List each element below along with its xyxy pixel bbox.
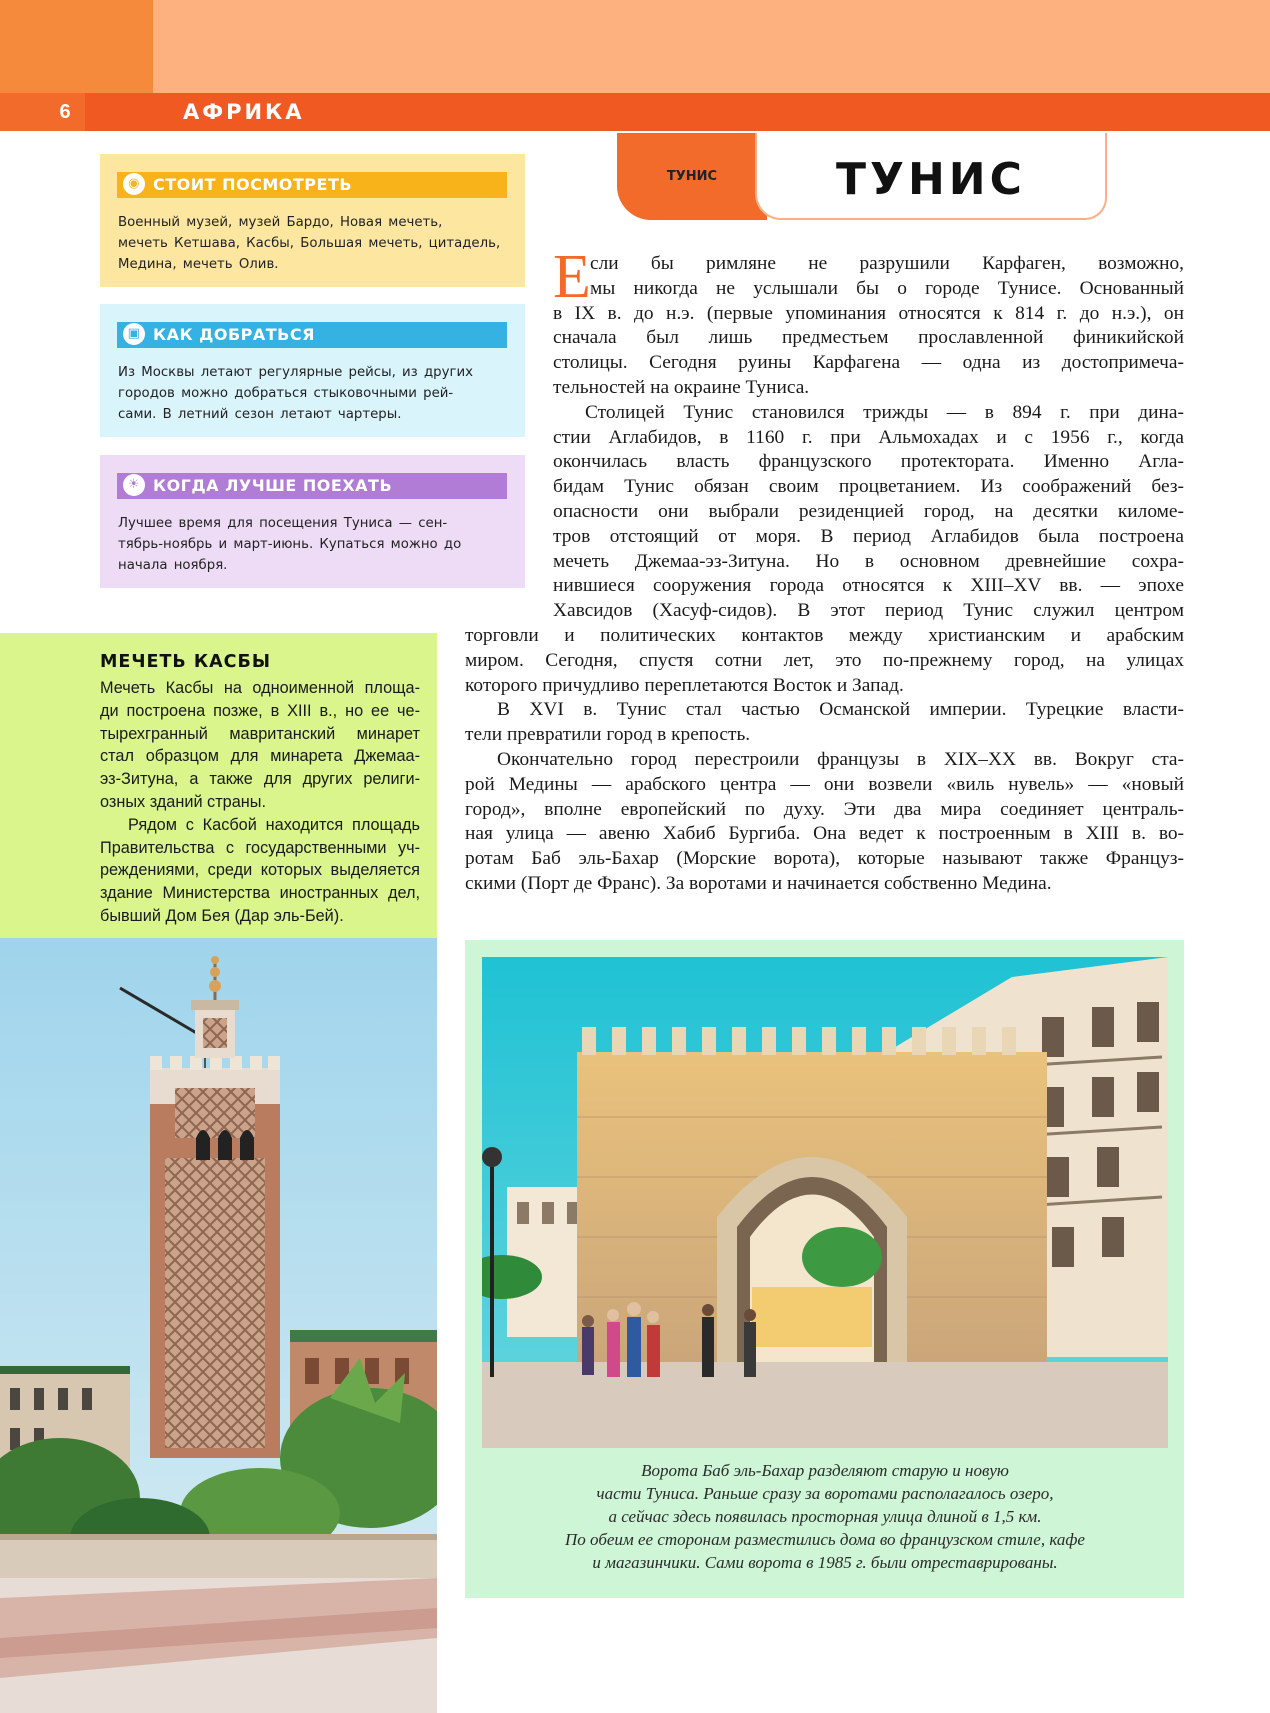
article-line: сли бы римляне не разрушили Карфаген, возможно,	[590, 253, 1184, 274]
gate-caption	[482, 1459, 1168, 1574]
info-box-title: КАК ДОБРАТЬСЯ	[153, 325, 315, 344]
article-line: тели превратили город в крепость.	[465, 724, 751, 746]
caption-line: а сейчас здесь появилась просторная улица длиной в 1,5 км.	[608, 1507, 1042, 1526]
mosque-photo	[0, 938, 437, 1713]
article-line: торговли и политических контактов между христианским и арабским	[465, 625, 1184, 646]
info-box-season	[100, 455, 525, 588]
article-line: В XVI в. Тунис стал частью Османской империи. Турецкие власти-	[497, 699, 1184, 721]
info-box-header	[117, 473, 507, 499]
article-line: тельностей на окраине Туниса.	[553, 376, 810, 398]
info-box-header	[117, 322, 507, 348]
article-line: стии Аглабидов, в 1160 г. при Альмохадах и с 1956 г., когда	[553, 426, 1184, 448]
info-box-line: сами. В летний сезон летают чартеры.	[118, 407, 402, 422]
page-number-wrap	[0, 93, 85, 131]
article-line: окончилась власть французского протектората. Именно Агла-	[553, 451, 1184, 473]
page-number: 6	[59, 101, 71, 123]
article-line: рой Медины — арабского центра — они возвели «виль нувель» — «новый	[465, 773, 1184, 795]
article-line: сначала был лишь предместьем прославленной финикийской	[553, 327, 1184, 349]
kasba-line: Рядом с Касбой находится площадь	[128, 815, 420, 834]
kasba-title: МЕЧЕТЬ КАСБЫ	[100, 652, 271, 672]
mosque-illustration	[0, 938, 437, 1713]
gate-photo	[482, 957, 1168, 1448]
article-column-text	[553, 243, 1184, 624]
kasba-text	[100, 677, 420, 928]
info-box-line: Из Москвы летают регулярные рейсы, из других	[118, 365, 473, 380]
page-title: ТУНИС	[836, 154, 1026, 205]
kasba-line: бывший Дом Бея (Дар эль-Бей).	[100, 906, 344, 925]
caption-line: и магазинчики. Сами ворота в 1985 г. были отреставрированы.	[592, 1553, 1058, 1572]
title-tab-label: ТУНИС	[666, 169, 718, 184]
kasba-line: стал образцом для минарета Джемаа-	[100, 747, 420, 766]
kasba-line: Правительства с государственными уч-	[100, 838, 420, 857]
article-line: опасности они выбрали резиденцией город, на десятки киломе-	[553, 500, 1184, 522]
gate-illustration	[482, 957, 1168, 1448]
article-line: мы никогда не услышали бы о городе Тунисе. Основанный	[590, 277, 1184, 299]
kasba-line: ди построена позже, в XIII в., но ее че-	[100, 701, 420, 720]
info-box-line: Военный музей, музей Бардо, Новая мечеть,	[118, 215, 443, 230]
info-box-text	[118, 362, 508, 425]
article-line: нившиеся сооружения города относятся к XIII–XV вв. — эпохе	[553, 575, 1184, 597]
kasba-line: озных зданий страны.	[100, 792, 266, 811]
eye-icon: ◉	[123, 173, 145, 195]
article-wide-text	[465, 624, 1184, 897]
article-line: в IX в. до н.э. (первые упоминания относятся к 814 г. до н.э.), он	[553, 302, 1184, 324]
info-box-line: Лучшее время для посещения Туниса — сен-	[118, 516, 448, 531]
article-line: Окончательно город перестроили французы в XIX–XX вв. Вокруг ста-	[497, 748, 1184, 770]
bus-icon: ▣	[123, 323, 145, 345]
kasba-line: здание Министерства иностранных дел,	[100, 884, 420, 903]
kasba-line: тырехгранный мавританский минарет	[100, 724, 420, 743]
caption-line: Ворота Баб эль-Бахар разделяют старую и новую	[641, 1461, 1009, 1480]
article-line: тров отстоящий от моря. В период Аглабидов была построена	[553, 525, 1184, 547]
article-line: скими (Порт де Франс). За воротами и начинается собственно Медина.	[465, 872, 1052, 894]
info-box-line: начала ноября.	[118, 558, 228, 573]
caption-line: части Туниса. Раньше сразу за воротами располагалось озеро,	[596, 1484, 1054, 1503]
info-box-sights	[100, 154, 525, 287]
sun-cloud-icon: ☀	[123, 474, 145, 496]
article-line: Столицей Тунис становился трижды — в 894 г. при дина-	[585, 401, 1184, 423]
kasba-line: реждениями, среди которых выделяется	[100, 861, 420, 880]
article-line: столицы. Сегодня руины Карфагена — одна из достопримеча-	[553, 352, 1184, 374]
info-box-text	[118, 513, 508, 576]
header-banner-corner	[0, 0, 153, 93]
info-box-text	[118, 212, 508, 275]
info-box-line: тябрь-ноябрь и март-июнь. Купаться можно до	[118, 537, 462, 552]
drop-cap: Е	[553, 243, 591, 311]
article-line: город», вполне европейский по духу. Эти два мира соединяет централь-	[465, 798, 1184, 820]
article-line: которого причудливо переплетаются Восток и Запад.	[465, 674, 904, 696]
info-box-title: КОГДА ЛУЧШЕ ПОЕХАТЬ	[153, 476, 393, 495]
header-banner	[0, 0, 1270, 93]
info-box-line: мечеть Кетшава, Касбы, Большая мечеть, цитадель,	[118, 236, 501, 251]
article-line: ротам Баб эль-Бахар (Морские ворота), которые называют также Француз-	[465, 848, 1184, 870]
info-box-line: Медина, мечеть Олив.	[118, 257, 279, 272]
article-line: бидам Тунис обязан своим процветанием. Из соображений без-	[553, 476, 1184, 498]
article-line: мечеть Джемаа-эз-Зитуна. Но в основном древнейшие сохра-	[553, 550, 1184, 572]
caption-line: По обеим ее сторонам разместились дома во французском стиле, кафе	[565, 1530, 1085, 1549]
article-line: ная улица — авеню Хабиб Бургиба. Она ведет к построенным в XIII в. во-	[465, 823, 1184, 845]
article-line: Хавсидов (Хасуф-сидов). В этот период Тунис служил центром	[553, 600, 1184, 622]
info-box-transport	[100, 304, 525, 437]
section-title: АФРИКА	[183, 100, 305, 124]
article-line: миром. Сегодня, спустя сотни лет, это по-прежнему город, на улицах	[465, 649, 1184, 671]
info-box-line: городов можно добраться стыковочными рей-	[118, 386, 454, 401]
kasba-line: эз-Зитуна, а также для других религи-	[100, 770, 420, 789]
info-box-header	[117, 172, 507, 198]
kasba-line: Мечеть Касбы на одноименной площа-	[100, 679, 420, 697]
info-box-title: СТОИТ ПОСМОТРЕТЬ	[153, 175, 353, 194]
